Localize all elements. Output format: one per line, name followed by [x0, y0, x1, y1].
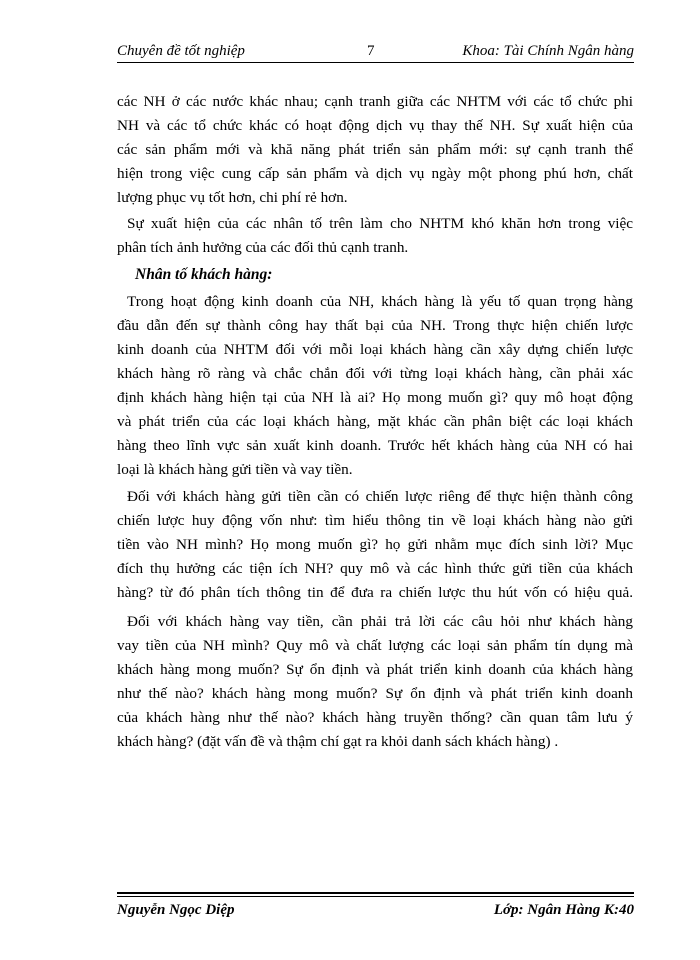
text-line: Đối với khách hàng gửi tiền cần có chiến lược riêng để thực hiện thành công	[127, 488, 633, 505]
text-line: đích thụ hưởng các tiện ích NH? quy mô và các hình thức gửi tiền của khách	[117, 560, 633, 577]
page-header	[117, 38, 634, 62]
text-line: khách hàng mong muốn? Sự ổn định và phát triển kinh doanh của khách hàng	[117, 661, 633, 678]
header-department: Khoa: Tài Chính Ngân hàng	[462, 43, 634, 59]
text-line: đầu dẫn đến sự thành công hay thất bại của NH. Trong thực hiện chiến lược	[117, 317, 633, 334]
footer-author: Nguyễn Ngọc Diệp	[117, 902, 235, 918]
text-line: phân tích ảnh hưởng của các đối thủ cạnh tranh.	[117, 239, 409, 256]
text-line: hàng? từ đó phân tích thông tin để đưa ra chiến lược thu hút vốn có hiệu quả.	[117, 584, 633, 601]
text-line: hiện trong việc cung cấp sản phẩm và dịch vụ ngày một phong phú hơn, chất	[117, 165, 633, 182]
text-line: Sự xuất hiện của các nhân tố trên làm cho NHTM khó khăn hơn trong việc	[127, 215, 633, 232]
text-line: như thế nào? khách hàng mong muốn? Sự ổn định và phát triển kinh doanh	[117, 685, 633, 702]
text-line: chiến lược huy động vốn như: tìm hiểu thông tin về loại khách hàng nào gửi	[117, 512, 633, 529]
header-title: Chuyên đề tốt nghiệp	[117, 43, 245, 59]
text-line: định khách hàng hiện tại của NH là ai? Họ mong muốn gì? quy mô hoạt động	[117, 389, 633, 406]
text-line: Trong hoạt động kinh doanh của NH, khách hàng là yếu tố quan trọng hàng	[127, 293, 633, 310]
text-line: tiền vào NH mình? Họ mong muốn gì? họ gửi nhằm mục đích sinh lời? Mục	[117, 536, 633, 553]
footer-divider-thin	[117, 896, 634, 897]
header-divider	[117, 62, 634, 63]
page-footer	[117, 902, 634, 924]
text-line: vay tiền của NH mình? Quy mô và chất lượng các loại sản phẩm tín dụng mà	[117, 637, 633, 654]
section-heading: Nhân tố khách hàng:	[135, 266, 273, 283]
text-line: NH và các tổ chức khác có hoạt động dịch vụ thay thế NH. Sự xuất hiện của	[117, 117, 633, 134]
text-line: khách hàng rõ ràng và chắc chắn đối với từng loại khách hàng, cần phải xác	[117, 365, 633, 382]
text-line: hàng theo lĩnh vực sản xuất kinh doanh. Trước hết khách hàng của NH có hai	[117, 437, 633, 454]
page-number: 7	[367, 43, 375, 59]
text-line: lượng phục vụ tốt hơn, chi phí rẻ hơn.	[117, 189, 348, 206]
text-line: loại là khách hàng gửi tiền và vay tiền.	[117, 461, 353, 478]
text-line: kinh doanh của NHTM đối với mỗi loại khách hàng cần xây dựng chiến lược	[117, 341, 633, 358]
footer-class: Lớp: Ngân Hàng K:40	[493, 902, 634, 918]
text-line: các NH ở các nước khác nhau; cạnh tranh giữa các NHTM với các tổ chức phi	[117, 93, 633, 110]
text-line: khách hàng? (đặt vấn đề và thậm chí gạt ra khỏi danh sách khách hàng) .	[117, 733, 559, 750]
text-line: và phát triển của các loại khách hàng, mặt khác cần phân biệt các loại khách	[117, 413, 633, 430]
footer-divider-thick	[117, 892, 634, 894]
text-line: Đối với khách hàng vay tiền, cần phải trả lời các câu hỏi như khách hàng	[127, 613, 633, 630]
text-line: các sản phẩm mới và khă năng phát triển sản phẩm mới: sự cạnh tranh thể	[117, 141, 633, 158]
text-line: của khách hàng như thế nào? khách hàng truyền thống? cần quan tâm lưu ý	[117, 709, 633, 726]
